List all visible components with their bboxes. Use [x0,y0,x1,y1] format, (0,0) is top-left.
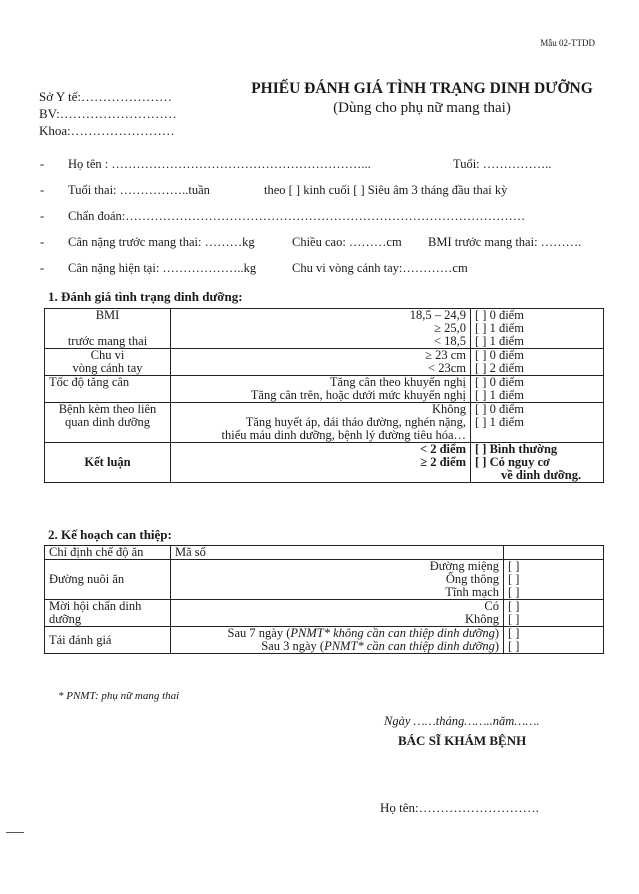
name-field[interactable]: Họ tên : ……………………………………………………... [68,157,371,171]
checkbox[interactable]: [ ] [508,639,520,653]
diet-code-field[interactable]: Mã số [171,546,504,560]
height-field[interactable]: Chiều cao: ………cm [292,235,402,249]
score-checkbox[interactable]: [ ] 2 điểm [475,361,524,375]
gestational-method-options[interactable]: theo [ ] kinh cuối [ ] Siêu âm 3 tháng đầu thai kỳ [264,183,508,197]
bv-field[interactable]: BV:……………………… [39,106,177,121]
assessment-table [44,308,604,483]
field-row-gestational-age [40,183,210,198]
checkbox[interactable]: [ ] [508,599,520,613]
footnote: * PNMT: phụ nữ mang thai [58,690,180,702]
conclusion-results: [ ] Bình thường [ ] Có nguy cơ về dinh dưỡng. [471,443,604,483]
reassess-options: Sau 7 ngày (PNMT* không cần can thiệp dinh dưỡng) Sau 3 ngày (PNMT* cần can thiệp dinh dưỡng) [171,627,504,654]
score-checkbox[interactable]: [ ] 0 điểm [475,402,524,416]
reassess-label: Tái đánh giá [45,627,171,654]
reassess-checkboxes [504,627,604,654]
score-checkbox[interactable]: [ ] 0 điểm [475,348,524,362]
consult-options: Có Không [171,600,504,627]
row-criteria: Không Tăng huyết áp, đái tháo đường, nghén nặng, thiếu máu dinh dưỡng, bệnh lý đường tiêu hóa… [171,403,471,443]
bullet-dash: - [40,183,45,197]
bmi-before-field[interactable]: BMI trước mang thai: ………. [428,235,582,249]
section2-title: 2. Kế hoạch can thiệp: [48,527,172,542]
khoa-field[interactable]: Khoa:…………………… [39,123,175,138]
score-checkbox[interactable]: [ ] 0 điểm [475,375,524,389]
field-row-diagnosis [40,209,525,224]
margin-mark [6,832,24,833]
page-title: PHIẾU ĐÁNH GIÁ TÌNH TRẠNG DINH DƯỠNG [251,80,593,97]
doctor-name-field[interactable]: Họ tên:………………………. [380,800,539,815]
bullet-dash: - [40,209,45,223]
score-checkbox[interactable]: [ ] 1 điểm [475,388,524,402]
header-info [39,88,177,139]
diagnosis-field[interactable]: Chẩn đoán:…………………………………………………………………………………… [68,209,526,223]
diet-label: Chỉ định chế độ ăn [45,546,171,560]
field-row-weight-before [40,235,255,250]
table-row-reassess [45,627,604,654]
checkbox[interactable]: [ ] [508,559,520,573]
checkbox[interactable]: [ ] [508,612,520,626]
row-scores [471,349,604,376]
diet-blank-cell [504,546,604,560]
row-label: Chu vi vòng cánh tay [45,349,171,376]
table-row-diet [45,546,604,560]
age-field[interactable]: Tuổi: …………….. [453,157,552,171]
weight-before-field[interactable]: Cân nặng trước mang thai: ………kg [68,235,255,249]
intervention-table [44,545,604,654]
row-criteria: 18,5 – 24,9 ≥ 25,0 < 18,5 [171,309,471,349]
table-row-comorbidity [45,403,604,443]
bullet-dash: - [40,157,45,171]
table-row-bmi [45,309,604,349]
so-y-te-field[interactable]: Sở Y tế:………………… [39,89,173,104]
score-checkbox[interactable]: [ ] 1 điểm [475,321,524,335]
form-code: Mẫu 02-TTDD [540,38,595,48]
consult-checkboxes [504,600,604,627]
score-checkbox[interactable]: [ ] 0 điểm [475,308,524,322]
row-scores [471,309,604,349]
date-field[interactable]: Ngày ……tháng……..năm……. [384,714,540,728]
bullet-dash: - [40,235,45,249]
table-row-consult [45,600,604,627]
section1-title: 1. Đánh giá tình trạng dinh dưỡng: [48,289,243,304]
feeding-options: Đường miệng Ống thông Tĩnh mạch [171,560,504,600]
checkbox[interactable]: [ ] [508,626,520,640]
bullet-dash: - [40,261,45,275]
doctor-title: BÁC SĨ KHÁM BỆNH [398,733,527,748]
page-subtitle: (Dùng cho phụ nữ mang thai) [333,100,511,116]
score-checkbox[interactable]: [ ] 1 điểm [475,415,524,429]
gestational-age-field[interactable]: Tuổi thai: ……………..tuần [68,183,210,197]
result-checkbox-normal[interactable]: [ ] Bình thường [475,442,558,456]
row-scores [471,376,604,403]
arm-circumference-field[interactable]: Chu vi vòng cánh tay:…………cm [292,261,468,275]
feeding-checkboxes [504,560,604,600]
row-criteria: ≥ 23 cm < 23cm [171,349,471,376]
table-row-feeding [45,560,604,600]
row-scores [471,403,604,443]
current-weight-field[interactable]: Cân nặng hiện tại: ………………..kg [68,261,257,275]
table-row-conclusion [45,443,604,483]
table-row-weight-gain [45,376,604,403]
checkbox[interactable]: [ ] [508,585,520,599]
row-label: BMI trước mang thai [45,309,171,349]
score-checkbox[interactable]: [ ] 1 điểm [475,334,524,348]
field-row-current-weight [40,261,256,276]
row-criteria: Tăng cân theo khuyến nghị Tăng cân trên, hoặc dưới mức khuyến nghị [171,376,471,403]
consult-label: Mời hội chẩn dinh dưỡng [45,600,171,627]
conclusion-label: Kết luận [45,443,171,483]
table-row-arm [45,349,604,376]
checkbox[interactable]: [ ] [508,572,520,586]
result-checkbox-risk[interactable]: [ ] Có nguy cơ [475,455,550,469]
feeding-label: Đường nuôi ăn [45,560,171,600]
conclusion-criteria: < 2 điểm ≥ 2 điểm [171,443,471,483]
field-row-name [40,157,371,172]
row-label: Bệnh kèm theo liên quan dinh dưỡng [45,403,171,443]
row-label: Tốc độ tăng cân [45,376,171,403]
